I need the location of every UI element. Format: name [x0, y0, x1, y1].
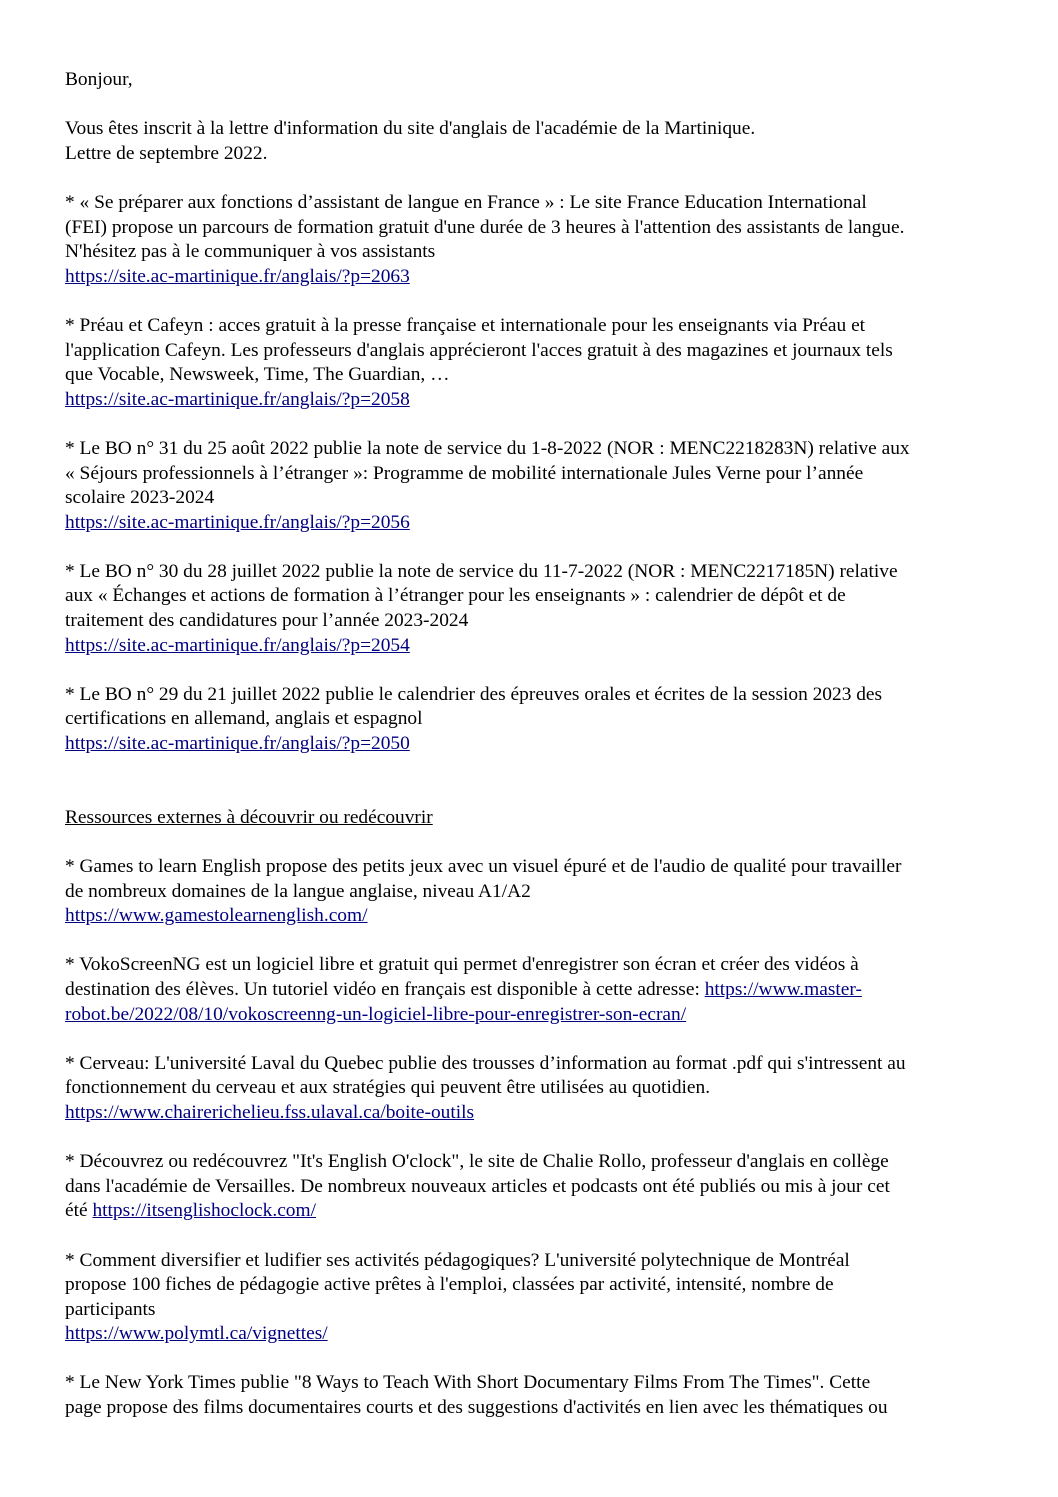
resource-text: destination des élèves. Un tutoriel vidéo en français est disponible à cette adresse: [65, 978, 705, 1000]
resource-link[interactable]: https://www.chairerichelieu.fss.ulaval.ca/boite-outils [65, 1101, 475, 1123]
resource-link[interactable]: https://www.polymtl.ca/vignettes/ [65, 1323, 328, 1345]
news-item-bo-30 [65, 560, 1005, 658]
resource-link[interactable]: https://www.master- [704, 978, 862, 1000]
news-link[interactable]: https://site.ac-martinique.fr/anglais/?p=2058 [65, 388, 410, 410]
intro-paragraph [65, 117, 1005, 166]
news-line: traitement des candidatures pour l’année 2023-2024 [65, 610, 469, 632]
resources-heading: Ressources externes à découvrir ou redécouvrir [65, 806, 433, 828]
resource-cerveau [65, 1052, 1005, 1126]
resource-line: dans l'académie de Versailles. De nombreux nouveaux articles et podcasts ont été publiés ou mis à jour cet [65, 1175, 890, 1197]
resource-link[interactable]: https://itsenglishoclock.com/ [92, 1200, 316, 1222]
resource-line: fonctionnement du cerveau et aux stratégies qui peuvent être utilisées au quotidien. [65, 1077, 711, 1099]
news-item-assistants [65, 191, 1005, 289]
resource-line: de nombreux domaines de la langue anglaise, niveau A1/A2 [65, 880, 531, 902]
news-line: * Préau et Cafeyn : acces gratuit à la presse française et internationale pour les enseignants via Préau et [65, 314, 866, 336]
news-line: « Séjours professionnels à l’étranger »: Programme de mobilité internationale Jules Verne pour l’année [65, 462, 864, 484]
resource-line: participants [65, 1298, 156, 1320]
news-item-bo-29 [65, 683, 1005, 757]
resource-line [65, 978, 1005, 1003]
resource-line [65, 1199, 1005, 1224]
resource-line: * Le New York Times publie "8 Ways to Teach With Short Documentary Films From The Times". Cette [65, 1372, 871, 1394]
intro-line: Vous êtes inscrit à la lettre d'information du site d'anglais de l'académie de la Martinique. [65, 118, 756, 140]
resource-link[interactable]: https://www.gamestolearnenglish.com/ [65, 905, 368, 927]
news-line: scolaire 2023-2024 [65, 487, 215, 509]
resource-line: * Games to learn English propose des petits jeux avec un visuel épuré et de l'audio de qualité pour travailler [65, 856, 902, 877]
news-line: * Le BO n° 29 du 21 juillet 2022 publie le calendrier des épreuves orales et écrites de la session 2023 des [65, 683, 883, 705]
resource-its-english-oclock [65, 1150, 1005, 1224]
news-link[interactable]: https://site.ac-martinique.fr/anglais/?p=2054 [65, 634, 410, 656]
news-link[interactable]: https://site.ac-martinique.fr/anglais/?p=2063 [65, 265, 410, 287]
news-item-bo-31 [65, 437, 1005, 535]
resource-vokoscreenng [65, 953, 1005, 1027]
news-item-preau-cafeyn [65, 314, 1005, 412]
blank-line [65, 781, 1005, 806]
resource-line: * Découvrez ou redécouvrez "It's English O'clock", le site de Chalie Rollo, professeur d'anglais en collège [65, 1151, 889, 1173]
intro-line: Lettre de septembre 2022. [65, 142, 268, 164]
news-line: (FEI) propose un parcours de formation gratuit d'une durée de 3 heures à l'attention des assistants de langue. [65, 216, 905, 238]
news-link[interactable]: https://site.ac-martinique.fr/anglais/?p=2050 [65, 733, 410, 755]
resource-line: * Cerveau: L'université Laval du Quebec publie des trousses d’information au format .pdf qui s'intressent au [65, 1052, 906, 1074]
news-line: * « Se préparer aux fonctions d’assistant de langue en France » : Le site France Education International [65, 191, 867, 213]
resource-link-continuation[interactable]: robot.be/2022/08/10/vokoscreenng-un-logiciel-libre-pour-enregistrer-son-ecran/ [65, 1003, 687, 1025]
resource-line: propose 100 fiches de pédagogie active prêtes à l'emploi, classées par activité, intensité, nombre de [65, 1274, 834, 1296]
resource-games-to-learn-english [65, 855, 1005, 929]
news-link[interactable]: https://site.ac-martinique.fr/anglais/?p=2056 [65, 511, 410, 533]
resource-line: * Comment diversifier et ludifier ses activités pédagogiques? L'université polytechnique de Montréal [65, 1249, 850, 1271]
resource-nyt [65, 1371, 1005, 1420]
resource-line: * VokoScreenNG est un logiciel libre et gratuit qui permet d'enregistrer son écran et créer des vidéos à [65, 954, 859, 976]
news-line: N'hésitez pas à le communiquer à vos assistants [65, 241, 436, 263]
newsletter-document [65, 68, 1005, 1445]
news-line: certifications en allemand, anglais et espagnol [65, 708, 423, 730]
resource-line: page propose des films documentaires courts et des suggestions d'activités en lien avec les thématiques ou [65, 1397, 888, 1419]
news-line: aux « Échanges et actions de formation à l’étranger pour les enseignants » : calendrier de dépôt et de [65, 585, 846, 607]
news-line: l'application Cafeyn. Les professeurs d'anglais apprécieront l'acces gratuit à des magazines et journaux tels [65, 339, 893, 361]
resource-text: été [65, 1200, 93, 1222]
news-line: * Le BO n° 31 du 25 août 2022 publie la note de service du 1-8-2022 (NOR : MENC2218283N) relative aux [65, 437, 910, 459]
news-line: * Le BO n° 30 du 28 juillet 2022 publie la note de service du 11-7-2022 (NOR : MENC2217185N) relative [65, 560, 898, 582]
greeting: Bonjour, [65, 69, 133, 90]
resource-polymtl [65, 1249, 1005, 1347]
news-line: que Vocable, Newsweek, Time, The Guardian, … [65, 364, 450, 386]
